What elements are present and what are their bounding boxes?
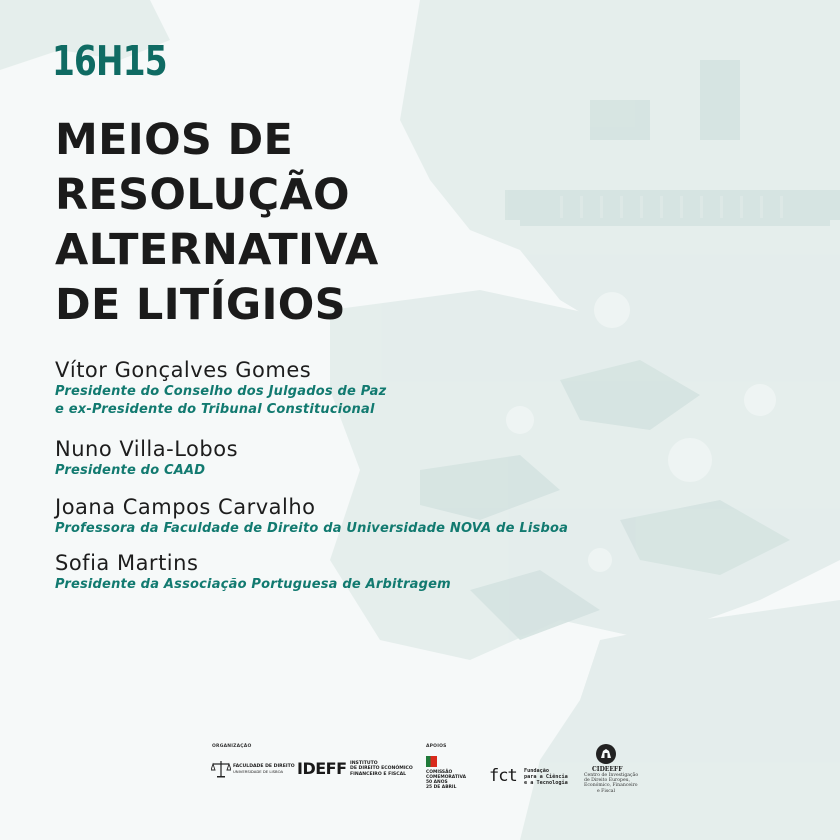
- cideeff-line: Económico, Financeiro: [584, 783, 638, 789]
- fdul-emblem-icon: [211, 760, 231, 778]
- comissao-line: COMEMORATIVA: [426, 775, 466, 780]
- fct-line: Fundação: [524, 768, 549, 774]
- speaker-role: e ex-Presidente do Tribunal Constitucional: [55, 402, 375, 417]
- title-line: RESOLUÇÃO: [55, 170, 350, 220]
- cideeff-brand: CIDEEFF: [592, 766, 623, 773]
- title-line: DE LITÍGIOS: [55, 280, 346, 330]
- cideeff-line: de Direito Europeu,: [584, 778, 631, 784]
- title-line: ALTERNATIVA: [55, 225, 379, 275]
- speaker-name: Sofia Martins: [55, 551, 199, 575]
- speaker-name: Vítor Gonçalves Gomes: [55, 358, 312, 382]
- speaker-role: Presidente da Associação Portuguesa de Arbitragem: [55, 577, 451, 592]
- speaker-role: Presidente do CAAD: [55, 463, 206, 478]
- speaker-role: Presidente do Conselho dos Julgados de Paz: [55, 384, 387, 399]
- cideeff-line: Centro de Investigação: [584, 773, 639, 778]
- ideff-brand: IDEFF: [297, 759, 347, 778]
- apoios-label: APOIOS: [426, 744, 447, 749]
- fct-label: [524, 768, 568, 786]
- title-line: MEIOS DE: [55, 115, 294, 165]
- speaker-name: Nuno Villa-Lobos: [55, 437, 239, 461]
- speaker-role: Professora da Faculdade de Direito da Universidade NOVA de Lisboa: [55, 521, 569, 536]
- comissao-line: 25 DE ABRIL: [426, 785, 457, 790]
- cideeff-label: [584, 773, 639, 794]
- ideff-line: FINANCEIRO E FISCAL: [350, 771, 407, 777]
- ideff-line: DE DIREITO ECONÓMICO: [350, 766, 413, 772]
- flag-mark-icon: [426, 756, 437, 767]
- organizacao-label: ORGANIZAÇÃO: [212, 744, 252, 749]
- comissao-line: COMISSÃO: [426, 770, 453, 775]
- ideff-label: [350, 761, 413, 777]
- fdul-line: UNIVERSIDADE DE LISBOA: [233, 769, 284, 775]
- cideeff-line: e Fiscal: [597, 788, 615, 794]
- fdul-label: [233, 764, 295, 775]
- fct-line: para a Ciência: [524, 774, 568, 780]
- session-time: 16H15: [52, 37, 167, 85]
- comissao-line: 50 ANOS: [426, 780, 448, 785]
- fct-brand: fct: [489, 766, 517, 786]
- fct-line: e a Tecnologia: [524, 780, 568, 786]
- comissao-label: [426, 770, 466, 790]
- cideeff-emblem-icon: [595, 743, 617, 765]
- speaker-name: Joana Campos Carvalho: [55, 495, 316, 519]
- ideff-line: INSTITUTO: [350, 761, 378, 766]
- fdul-line: FACULDADE DE DIREITO: [233, 764, 295, 769]
